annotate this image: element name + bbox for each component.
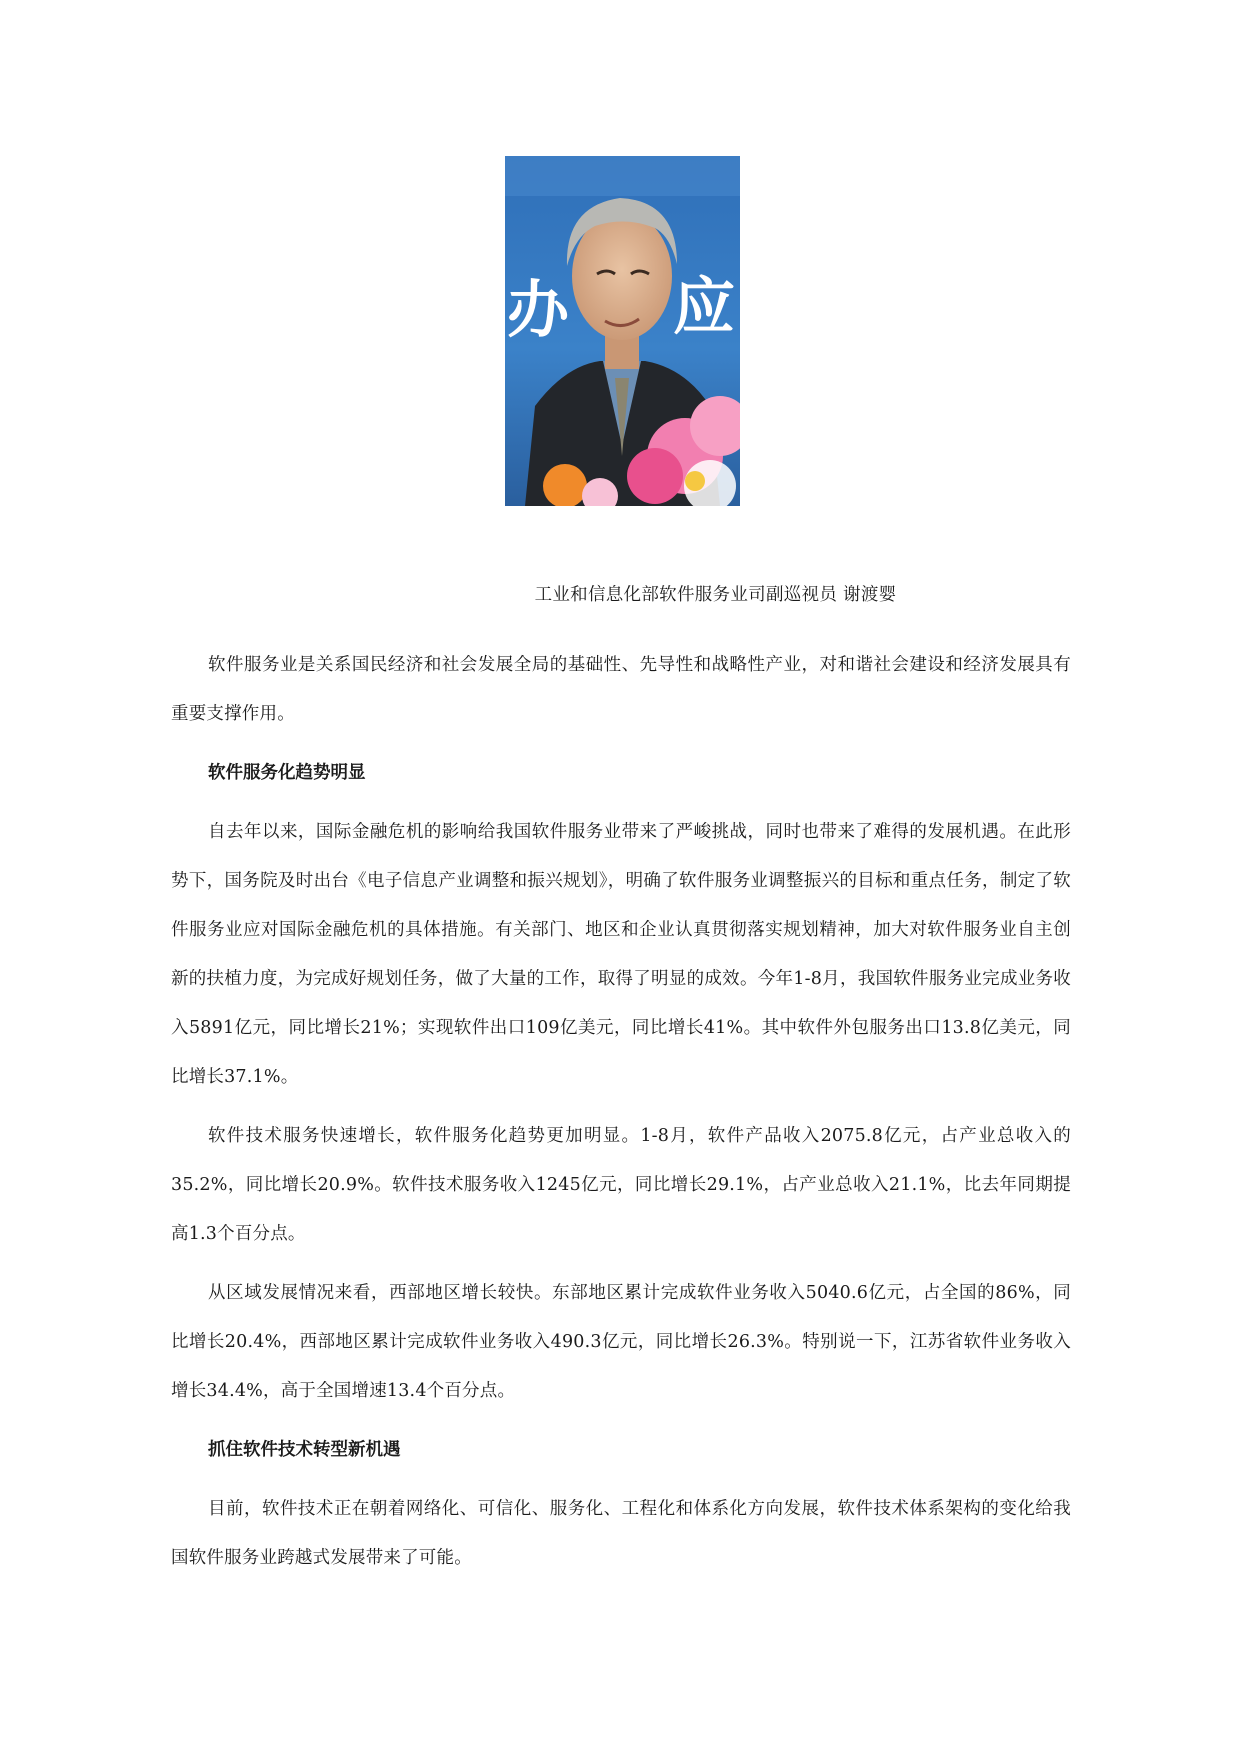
portrait-photo bbox=[505, 156, 740, 506]
photo-caption: 工业和信息化部软件服务业司副巡视员 谢渡婴 bbox=[534, 585, 897, 605]
paragraph: 软件技术服务快速增长，软件服务化趋势更加明显。1-8月，软件产品收入2075.8亿元，占产业总收入的35.2%，同比增长20.9%。软件技术服务收入1245亿元，同比增长29.1%，占产业总收入21.1%，比去年同期提高1.3个百分点。 bbox=[171, 1126, 1071, 1244]
paragraph: 自去年以来，国际金融危机的影响给我国软件服务业带来了严峻挑战，同时也带来了难得的发展机遇。在此形势下，国务院及时出台《电子信息产业调整和振兴规划》，明确了软件服务业调整振兴的目标和重点任务，制定了软件服务业应对国际金融危机的具体措施。有关部门、地区和企业认真贯彻落实规划精神，加大对软件服务业自主创新的扶植力度，为完成好规划任务，做了大量的工作，取得了明显的成效。今年1-8月，我国软件服务业完成业务收入5891亿元，同比增长21%；实现软件出口109亿美元，同比增长41%。其中软件外包服务出口13.8亿美元，同比增长37.1%。 bbox=[171, 822, 1071, 1087]
section-heading: 软件服务化趋势明显 bbox=[208, 763, 366, 783]
svg-text:应: 应 bbox=[673, 270, 736, 343]
article-body bbox=[171, 641, 1071, 1583]
intro-paragraph: 软件服务业是关系国民经济和社会发展全局的基础性、先导性和战略性产业，对和谐社会建设和经济发展具有重要支撑作用。 bbox=[171, 655, 1071, 724]
section-heading: 抓住软件技术转型新机遇 bbox=[208, 1440, 401, 1460]
paragraph: 目前，软件技术正在朝着网络化、可信化、服务化、工程化和体系化方向发展，软件技术体系架构的变化给我国软件服务业跨越式发展带来了可能。 bbox=[171, 1499, 1071, 1568]
paragraph: 从区域发展情况来看，西部地区增长较快。东部地区累计完成软件业务收入5040.6亿元，占全国的86%，同比增长20.4%，西部地区累计完成软件业务收入490.3亿元，同比增长26.3%。特别说一下，江苏省软件业务收入增长34.4%，高于全国增速13.4个百分点。 bbox=[171, 1283, 1071, 1401]
svg-text:办: 办 bbox=[507, 273, 570, 346]
